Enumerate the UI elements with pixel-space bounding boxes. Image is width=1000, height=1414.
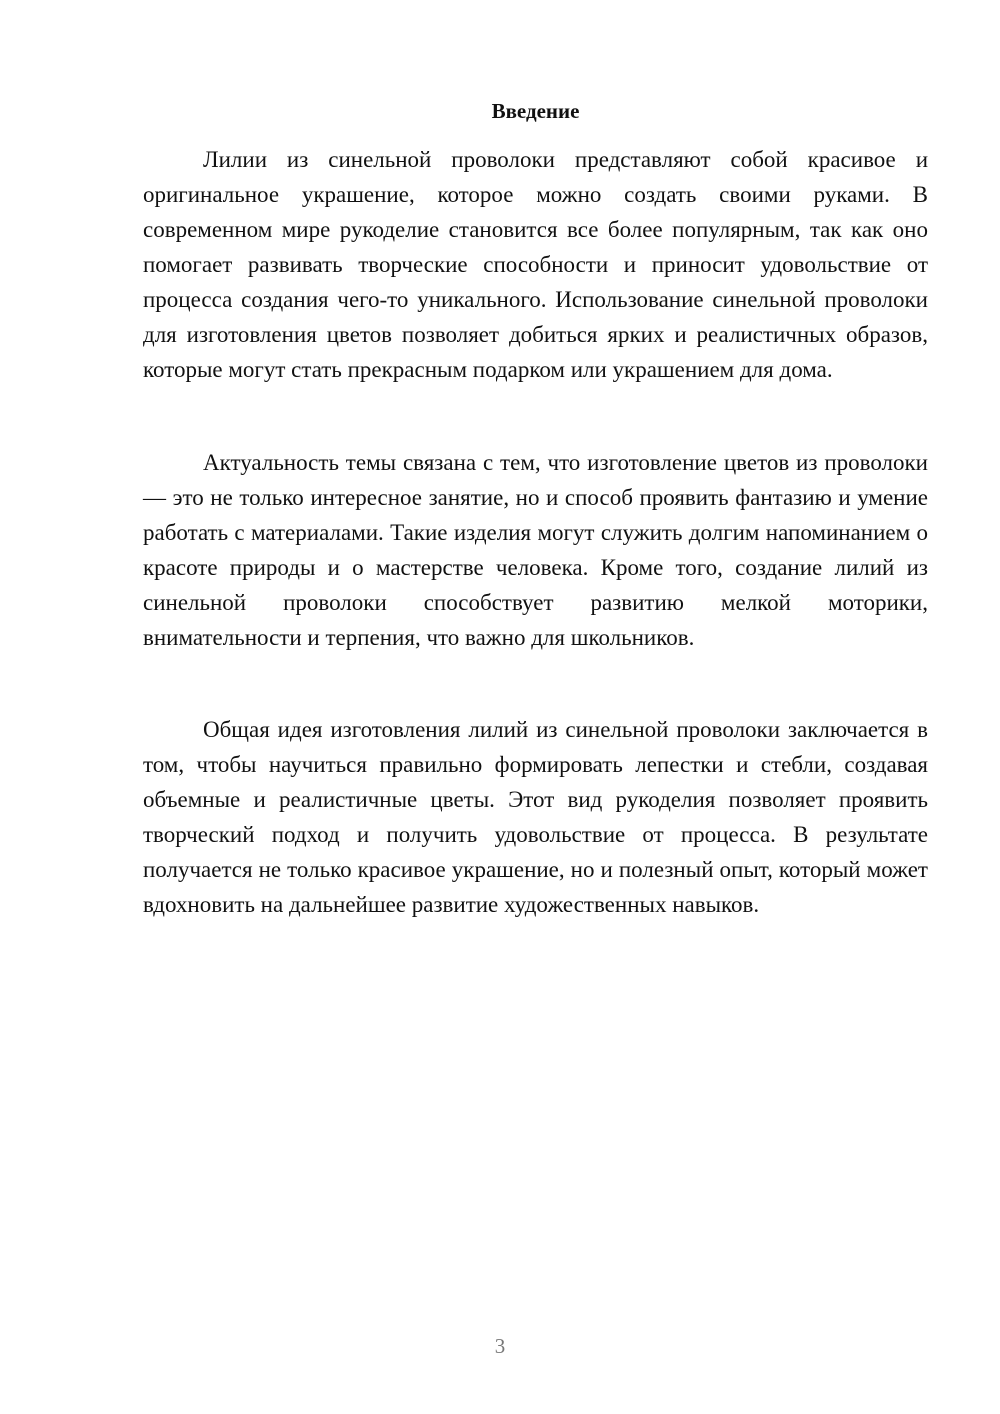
paragraph-general-idea: Общая идея изготовления лилий из синельной проволоки заключается в том, чтобы научиться правильно формировать лепестки и стебли, создавая объемные и реалистичные цветы. Этот вид рукоделия позволяет проявить творческий подход и получить удовольствие от процесса. В результате получается не только красивое украшение, но и полезный опыт, который может вдохновить на дальнейшее развитие художественных навыков. [143,717,928,917]
paragraph-relevance: Актуальность темы связана с тем, что изготовление цветов из проволоки — это не только интересное занятие, но и способ проявить фантазию и умение работать с материалами. Такие изделия могут служить долгим напоминанием о красоте природы и о мастерстве человека. Кроме того, создание лилий из синельной проволоки способствует развитию мелкой моторики, внимательности и терпения, что важно для школьников. [143,450,928,650]
paragraph-intro: Лилии из синельной проволоки представляют собой красивое и оригинальное украшение, которое можно создать своими руками. В современном мире рукоделие становится все более популярным, так как оно помогает развивать творческие способности и приносит удовольствие от процесса создания чего-то уникального. Использование синельной проволоки для изготовления цветов позволяет добиться ярких и реалистичных образов, которые могут стать прекрасным подарком или украшением для дома. [143,147,928,382]
section-heading: Введение [491,99,580,123]
page-number: 3 [494,1334,506,1358]
